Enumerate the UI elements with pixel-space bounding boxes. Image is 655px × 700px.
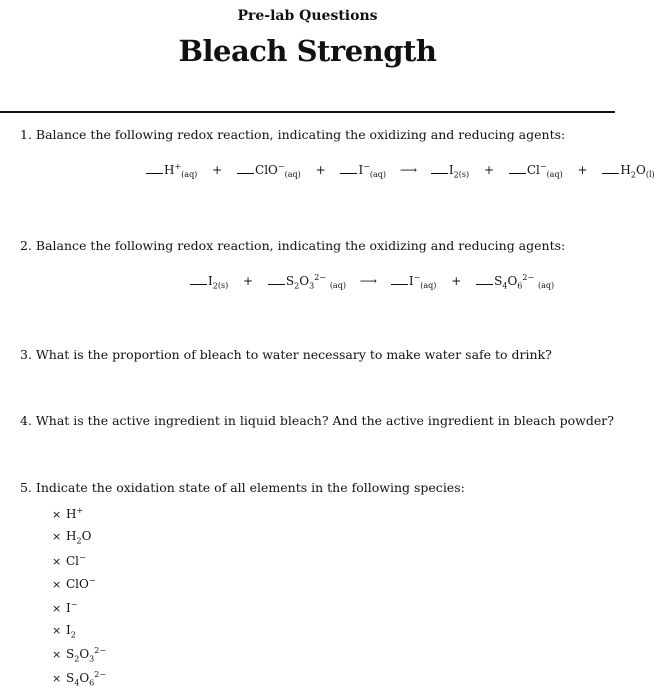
- reaction-arrow: ⟶: [359, 274, 377, 288]
- title-divider: [0, 111, 615, 113]
- coefficient-blank[interactable]: [476, 283, 493, 285]
- list-item: × H+: [52, 506, 84, 521]
- list-item: × $S_4O_6^{2-}$: [52, 669, 107, 688]
- question-number: 3.: [20, 347, 32, 362]
- coefficient-blank[interactable]: [146, 172, 163, 174]
- coefficient-blank[interactable]: [509, 172, 526, 174]
- reaction-arrow: ⟶: [399, 163, 418, 177]
- bullet-x-icon: ×: [52, 623, 62, 637]
- question-2: [20, 238, 565, 253]
- bullet-x-icon: ×: [52, 554, 62, 568]
- bullet-x-icon: ×: [52, 508, 62, 521]
- bullet-x-icon: ×: [52, 601, 62, 615]
- question-number: 5.: [20, 480, 32, 495]
- question-text: What is the proportion of bleach to water necessary to make water safe to drink?: [35, 347, 552, 362]
- bullet-x-icon: ×: [52, 578, 62, 592]
- question-3: [20, 347, 552, 362]
- coefficient-blank[interactable]: [268, 283, 285, 285]
- list-item: × I−: [52, 599, 78, 615]
- question-1: [20, 127, 565, 142]
- coefficient-blank[interactable]: [237, 172, 254, 174]
- bullet-x-icon: ×: [52, 671, 62, 685]
- equation-2: $I_{2(s)} + S_2O_3^{2-}$ $_{(aq)}$ ⟶ $I^-_{(aq)} + S_4O_6^{2-}$ $_{(aq)}$: [190, 273, 554, 290]
- question-number: 1.: [20, 127, 32, 142]
- equation-1: $H^+_{(aq)} + ClO^-_{(aq)} + I^-_{(aq)}$ ⟶ $I_{2(s)} + Cl^-_{(aq)} + H_2O_{(l)}$: [146, 162, 655, 179]
- list-item: × ClO−: [52, 576, 96, 592]
- page-title: Bleach Strength: [178, 34, 437, 68]
- coefficient-blank[interactable]: [431, 172, 448, 174]
- coefficient-blank[interactable]: [340, 172, 357, 174]
- question-text: Balance the following redox reaction, indicating the oxidizing and reducing agents:: [35, 127, 566, 142]
- coefficient-blank[interactable]: [190, 283, 207, 285]
- page-subtitle: Pre-lab Questions: [237, 8, 378, 24]
- question-number: 2.: [20, 238, 32, 253]
- question-4: [20, 413, 614, 428]
- bullet-x-icon: ×: [52, 648, 62, 662]
- coefficient-blank[interactable]: [602, 172, 619, 174]
- species-list: [52, 506, 106, 693]
- list-item: × $S_2O_3^{2-}$: [52, 646, 107, 664]
- bullet-x-icon: ×: [52, 530, 62, 544]
- question-5: [20, 480, 465, 495]
- list-item: × Cl−: [52, 552, 86, 568]
- coefficient-blank[interactable]: [391, 283, 408, 285]
- question-text: Balance the following redox reaction, indicating the oxidizing and reducing agents:: [35, 238, 566, 253]
- question-text: What is the active ingredient in liquid bleach? And the active ingredient in bleach powder?: [35, 413, 614, 428]
- list-item: × $H_2O$: [52, 529, 92, 546]
- list-item: × $I_2$: [52, 622, 76, 640]
- question-text: Indicate the oxidation state of all elements in the following species:: [35, 480, 465, 495]
- question-number: 4.: [20, 413, 32, 428]
